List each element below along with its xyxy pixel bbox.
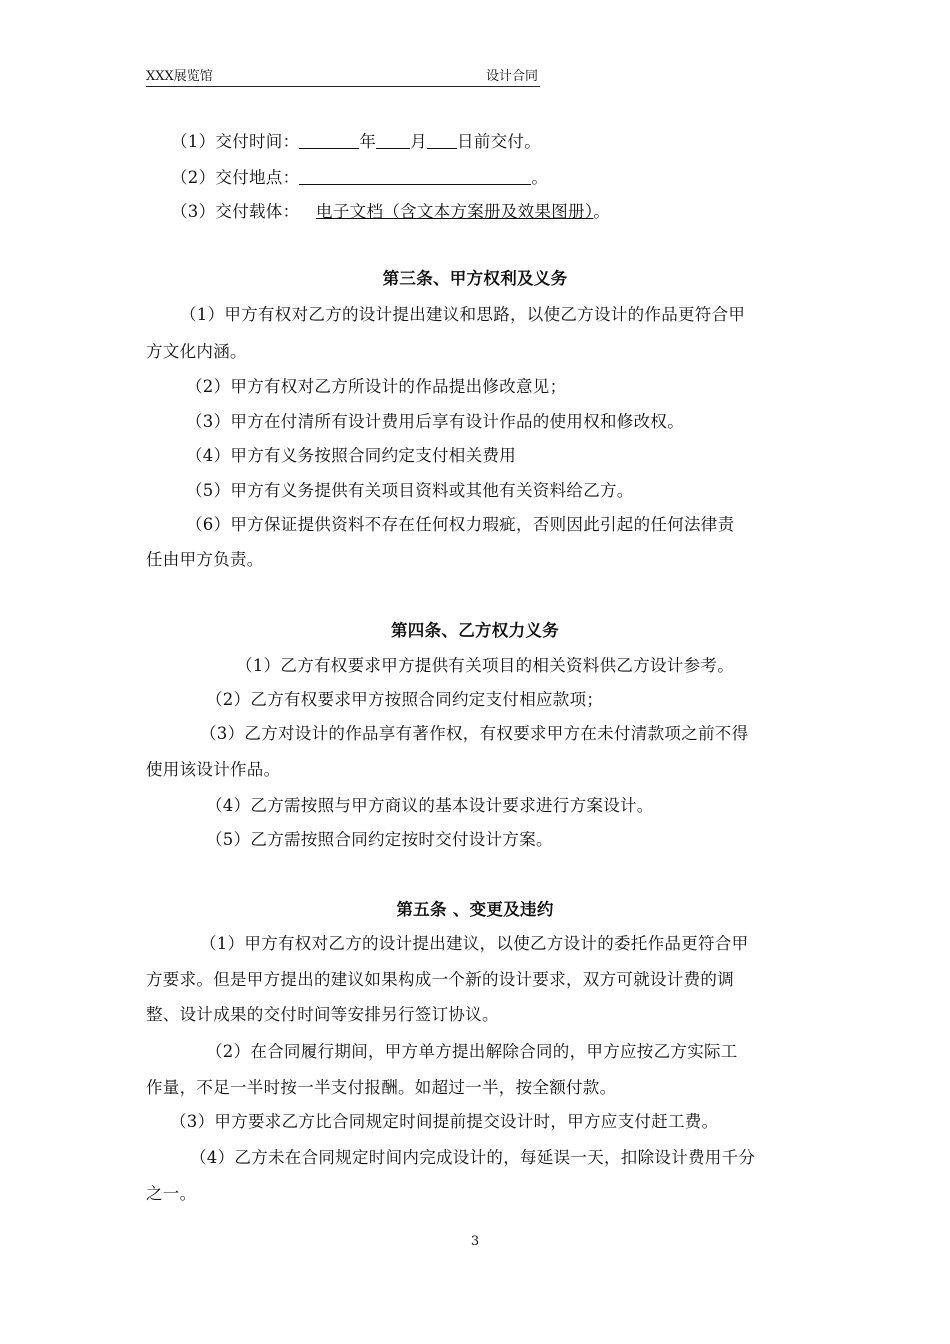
article5-line: 整、设计成果的交付时间等安排另行签订协议。 (146, 1005, 499, 1024)
article5-line: 方要求。但是甲方提出的建议如果构成一个新的设计要求，双方可就设计费的调 (146, 970, 734, 989)
article3-title: 第三条、甲方权利及义务 (382, 269, 568, 288)
header-doc-title: 设计合同 (486, 69, 539, 84)
article5-line: 之一。 (146, 1184, 197, 1203)
article3-line: （1）甲方有权对乙方的设计提出建议和思路，以使乙方设计的作品更符合甲 (180, 305, 746, 324)
place-blank (299, 170, 531, 185)
article4-line: （4）乙方需按照与甲方商议的基本设计要求进行方案设计。 (206, 796, 654, 815)
article4-line: （2）乙方有权要求甲方按照合同约定支付相应款项； (206, 690, 604, 709)
article4-line: （5）乙方需按照合同约定按时交付设计方案。 (206, 830, 553, 849)
article5-line: （1）甲方有权对乙方的设计提出建议，以使乙方设计的委托作品更符合甲 (200, 934, 749, 953)
year-blank (299, 134, 359, 149)
article3-line: （2）甲方有权对乙方所设计的作品提出修改意见； (186, 377, 567, 396)
article3-line: 任由甲方负责。 (146, 550, 264, 569)
article4-line: （3）乙方对设计的作品享有著作权，有权要求甲方在未付清款项之前不得 (200, 724, 749, 743)
article5-title: 第五条 、变更及违约 (396, 900, 554, 919)
article5-line: （3）甲方要求乙方比合同规定时间提前提交设计时，甲方应支付赶工费。 (170, 1112, 719, 1131)
carrier-value: 电子文档（含文本方案册及效果图册） (316, 202, 594, 221)
delivery-place-line: （2）交付地点： 。 (171, 168, 549, 187)
delivery-time-line: （1）交付时间： 年 月 日前交付。 (171, 132, 542, 151)
article4-line: 使用该设计作品。 (146, 760, 281, 779)
article5-line: 作量，不足一半时按一半支付报酬。如超过一半，按全额付款。 (146, 1078, 617, 1097)
article3-line: 方文化内涵。 (146, 342, 247, 361)
article3-line: （6）甲方保证提供资料不存在任何权力瑕疵，否则因此引起的任何法律责 (186, 515, 735, 534)
delivery-carrier-line: （3）交付载体： 电子文档（含文本方案册及效果图册）。 (171, 202, 611, 221)
page-header (146, 66, 540, 87)
day-blank (427, 134, 457, 149)
article5-line: （2）在合同履行期间，甲方单方提出解除合同的，甲方应按乙方实际工 (206, 1042, 738, 1061)
article5-line: （4）乙方未在合同规定时间内完成设计的，每延误一天，扣除设计费用千分 (190, 1148, 756, 1167)
article4-title: 第四条、乙方权力义务 (391, 621, 559, 640)
header-org: XXX展览馆 (146, 69, 213, 84)
page-number: 3 (470, 1234, 480, 1249)
article4-line: （1）乙方有权要求甲方提供有关项目的相关资料供乙方设计参考。 (236, 656, 734, 675)
article3-line: （4）甲方有义务按照合同约定支付相关费用 (186, 446, 516, 465)
month-blank (376, 134, 410, 149)
article3-line: （5）甲方有义务提供有关项目资料或其他有关资料给乙方。 (186, 481, 634, 500)
article3-line: （3）甲方在付清所有设计费用后享有设计作品的使用权和修改权。 (186, 412, 684, 431)
